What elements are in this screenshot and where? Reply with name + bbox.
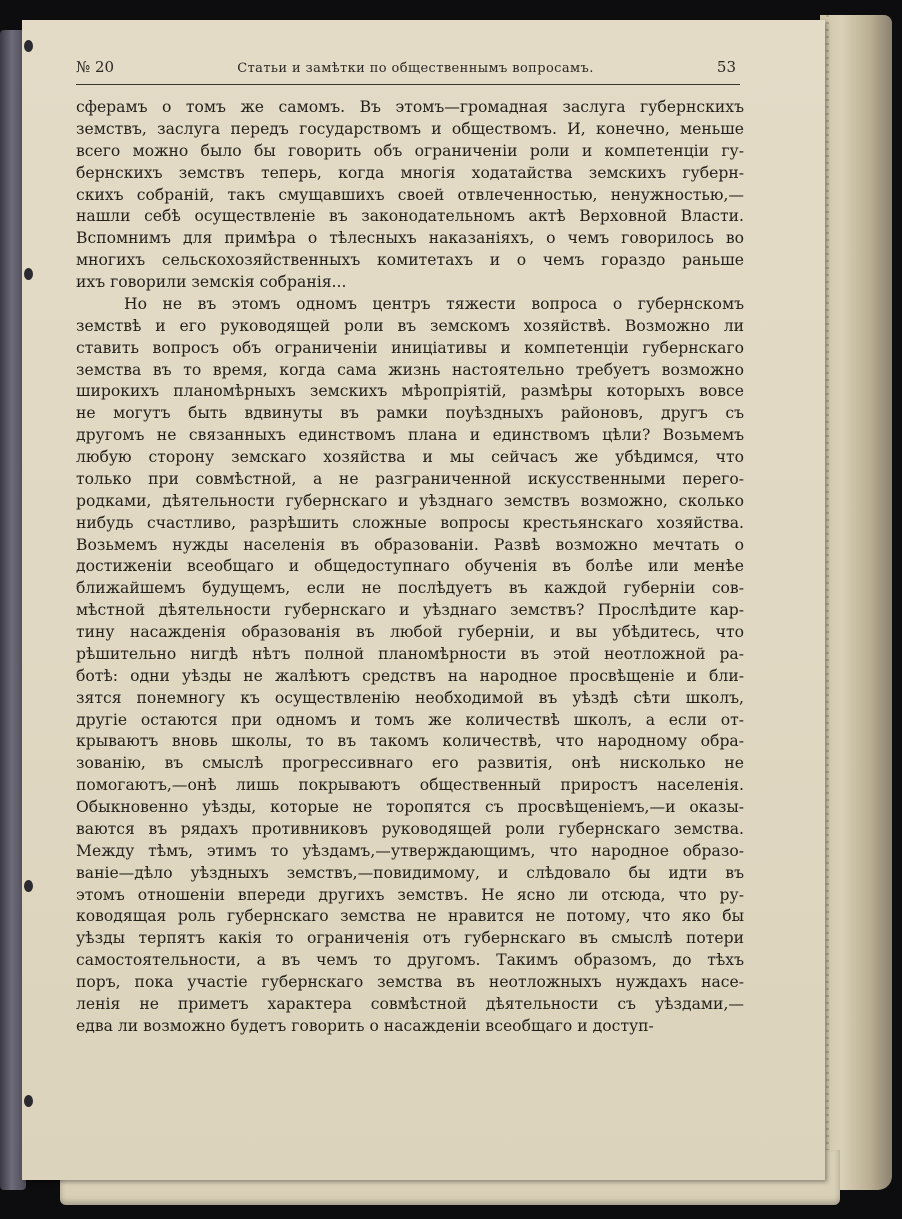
text-line: ставить вопросъ объ ограниченіи иниціативы и компетенціи губернскаго xyxy=(76,338,744,357)
text-line: Но не въ этомъ одномъ центръ тяжести вопроса о губернскомъ xyxy=(124,294,744,313)
text-line: любую сторону земскаго хозяйства и мы сейчасъ же убѣдимся, что xyxy=(76,448,744,466)
text-line: нибудь счастливо, разрѣшить сложные вопросы крестьянскаго хозяйства. xyxy=(76,513,744,532)
text-line: ближайшемъ будущемъ, если не послѣдуетъ въ каждой губерніи сов- xyxy=(76,579,744,598)
text-line: рѣшительно нигдѣ нѣтъ полной планомѣрности въ этой неотложной ра- xyxy=(76,644,744,663)
text-line: другомъ не связанныхъ единствомъ плана и единствомъ цѣли? Возьмемъ xyxy=(76,426,744,445)
text-line: мѣстной дѣятельности губернскаго и уѣзднаго земствъ? Прослѣдите кар- xyxy=(76,601,744,620)
text-line: всего можно было бы говорить объ ограниченіи роли и компетенціи гу- xyxy=(76,141,744,160)
text-line: сферамъ о томъ же самомъ. Въ этомъ—громадная заслуга губернскихъ xyxy=(76,98,744,116)
text-line: крываютъ вновь школы, то въ такомъ количествѣ, что народному обра- xyxy=(76,732,744,751)
body-text xyxy=(76,97,744,1038)
binding-hole xyxy=(24,880,33,892)
text-line: помогаютъ,—онѣ лишь покрываютъ общественный приростъ населенія. xyxy=(76,776,744,795)
text-line: ботѣ: одни уѣзды не жалѣютъ средствъ на народное просвѣщеніе и бли- xyxy=(76,666,744,685)
text-line: другіе остаются при одномъ и томъ же количествѣ школъ, а если от- xyxy=(76,710,744,729)
text-line: нашли себѣ осуществленіе въ законодательномъ актѣ Верховной Власти. xyxy=(76,207,744,226)
binding-holes xyxy=(24,20,40,1180)
text-line: зятся понемногу къ осуществленію необходимой въ уѣздѣ сѣти школъ, xyxy=(76,688,744,707)
binding-hole xyxy=(24,1095,33,1107)
running-head xyxy=(76,58,736,80)
text-line: ленія не приметъ характера совмѣстной дѣятельности съ уѣздами,— xyxy=(76,994,744,1013)
text-line: земства въ то время, когда сама жизнь настоятельно требуетъ возможно xyxy=(76,360,744,379)
text-line: едва ли возможно будетъ говорить о насажденіи всеобщаго и доступ- xyxy=(76,1016,654,1035)
text-line: Возьмемъ нужды населенія въ образованіи. Развѣ возможно мечтать о xyxy=(76,535,744,554)
text-line: уѣзды терпятъ какія то ограниченія отъ губернскаго въ смыслѣ потери xyxy=(76,929,744,948)
text-line: этомъ отношеніи впереди другихъ земствъ. Не ясно ли отсюда, что ру- xyxy=(76,885,744,904)
text-line: Между тѣмъ, этимъ то уѣздамъ,—утверждающимъ, что народное образо- xyxy=(76,841,744,860)
text-line: бернскихъ земствъ теперь, когда многія ходатайства земскихъ губерн- xyxy=(76,163,744,182)
text-line: ихъ говорили земскія собранія... xyxy=(76,273,347,291)
page-number: 53 xyxy=(716,58,736,76)
text-line: ководящая роль губернскаго земства не нравится не потому, что яко бы xyxy=(76,907,744,926)
text-line: тину насажденія образованія въ любой губерніи, и вы убѣдитесь, что xyxy=(76,623,744,641)
text-line: Обыкновенно уѣзды, которые не торопятся съ просвѣщеніемъ,—и оказы- xyxy=(76,798,744,816)
text-line: самостоятельности, а въ чемъ то другомъ. Такимъ образомъ, до тѣхъ xyxy=(76,951,744,970)
text-line: поръ, пока участіе губернскаго земства въ неотложныхъ нуждахъ насе- xyxy=(76,973,744,991)
header-rule xyxy=(76,84,740,85)
binding-hole xyxy=(24,268,33,280)
text-line: земствъ, заслуга передъ государствомъ и обществомъ. И, конечно, меньше xyxy=(76,119,744,138)
text-line: широкихъ планомѣрныхъ земскихъ мѣропріятій, размѣры которыхъ вовсе xyxy=(76,382,744,401)
section-title: Статьи и замѣтки по общественнымъ вопросамъ. xyxy=(237,61,594,76)
issue-number: № 20 xyxy=(76,58,115,76)
page-edges xyxy=(820,15,892,1190)
text-line: ваются въ рядахъ противниковъ руководящей роли губернскаго земства. xyxy=(76,819,744,838)
binding-hole xyxy=(24,40,33,52)
text-line: только при совмѣстной, а не разграниченной искусственными перего- xyxy=(76,469,744,488)
text-line: Вспомнимъ для примѣра о тѣлесныхъ наказаніяхъ, о чемъ говорилось во xyxy=(76,229,744,248)
text-line: скихъ собраній, такъ смущавшихъ своей отвлеченностью, ненужностью,— xyxy=(76,185,744,204)
text-line: земствѣ и его руководящей роли въ земскомъ хозяйствѣ. Возможно ли xyxy=(76,316,744,335)
text-line: ваніе—дѣло уѣздныхъ земствъ,—повидимому, и слѣдовало бы идти въ xyxy=(76,863,744,882)
text-line: достиженіи всеобщаго и общедоступнаго обученія въ болѣе или менѣе xyxy=(76,557,744,576)
text-line: многихъ сельскохозяйственныхъ комитетахъ и о чемъ гораздо раньше xyxy=(76,251,744,270)
text-line: родками, дѣятельности губернскаго и уѣзднаго земствъ возможно, сколько xyxy=(76,491,744,510)
text-line: зованію, въ смыслѣ прогрессивнаго его развитія, онѣ нисколько не xyxy=(76,754,744,773)
text-line: не могутъ быть вдвинуты въ рамки поуѣздныхъ районовъ, другъ съ xyxy=(76,404,744,423)
